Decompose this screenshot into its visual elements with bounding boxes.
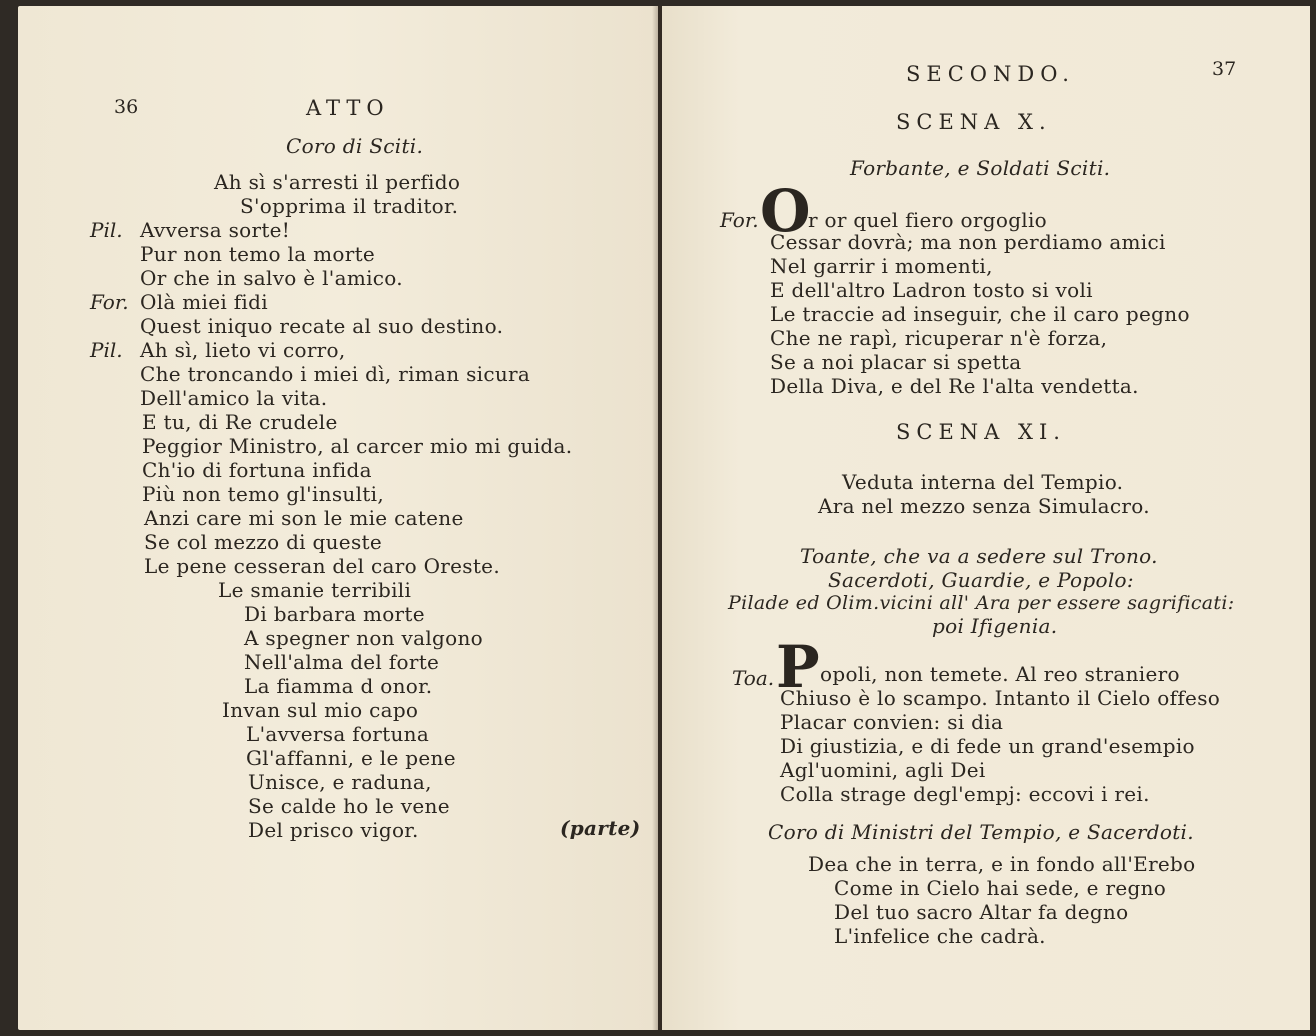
- verse-line: Ah sì s'arresti il perfido: [214, 170, 461, 194]
- scene-cast: Sacerdoti, Guardie, e Popolo:: [828, 568, 1134, 592]
- scene-cast: poi Ifigenia.: [932, 614, 1058, 638]
- right-page: [662, 6, 1310, 1030]
- aria-line: L'avversa fortuna: [246, 722, 430, 746]
- scene-cast: Forbante, e Soldati Sciti.: [850, 156, 1111, 180]
- verse-line: Pur non temo la morte: [140, 242, 376, 266]
- left-page: [18, 6, 658, 1030]
- page-number: 36: [114, 96, 139, 118]
- verse-line: Che troncando i miei dì, riman sicura: [140, 362, 531, 386]
- verse-line: Or che in salvo è l'amico.: [140, 266, 403, 290]
- speaker-label: Pil.: [90, 218, 123, 242]
- verse-line: L'infelice che cadrà.: [834, 924, 1046, 948]
- aria-line: Le smanie terribili: [218, 578, 412, 602]
- exit-note: (parte): [560, 816, 641, 840]
- verse-line: Come in Cielo hai sede, e regno: [834, 876, 1167, 900]
- verse-line: Ah sì, lieto vi corro,: [140, 338, 346, 362]
- scene-cast: Pilade ed Olim.vicini all' Ara per essere sagrificati:: [728, 592, 1235, 614]
- verse-line: Olà miei fidi: [140, 290, 268, 314]
- verse-line: Cessar dovrà; ma non perdiamo amici: [770, 230, 1166, 254]
- aria-line: Di barbara morte: [244, 602, 425, 626]
- drop-cap: O: [760, 177, 811, 245]
- page-header: ATTO: [306, 96, 390, 120]
- verse-line: S'opprima il traditor.: [240, 194, 459, 218]
- aria-line: Se calde ho le vene: [248, 794, 450, 818]
- verse-line: Colla strage degl'empj: eccovi i rei.: [780, 782, 1150, 806]
- verse-line: Dea che in terra, e in fondo all'Erebo: [808, 852, 1196, 876]
- verse-line: E dell'altro Ladron tosto si voli: [770, 278, 1093, 302]
- aria-line: Invan sul mio capo: [222, 698, 419, 722]
- speaker-label: Pil.: [90, 338, 123, 362]
- verse-line: opoli, non temete. Al reo straniero: [820, 662, 1180, 686]
- aria-line: Unisce, e raduna,: [248, 770, 432, 794]
- verse-line: Quest iniquo recate al suo destino.: [140, 314, 504, 338]
- verse-line: Della Diva, e del Re l'alta vendetta.: [770, 374, 1139, 398]
- aria-line: Del prisco vigor.: [248, 818, 419, 842]
- page-header: SECONDO.: [906, 62, 1075, 86]
- verse-line: Placar convien: si dia: [780, 710, 1004, 734]
- verse-line: Chiuso è lo scampo. Intanto il Cielo offeso: [780, 686, 1221, 710]
- verse-line: Agl'uomini, agli Dei: [780, 758, 986, 782]
- verse-line: Dell'amico la vita.: [140, 386, 328, 410]
- verse-line: Se col mezzo di queste: [144, 530, 382, 554]
- verse-line: Le pene cesseran del caro Oreste.: [144, 554, 500, 578]
- scene-cast: Toante, che va a sedere sul Trono.: [800, 544, 1158, 568]
- aria-line: A spegner non valgono: [244, 626, 483, 650]
- verse-line: E tu, di Re crudele: [142, 410, 338, 434]
- aria-line: Gl'affanni, e le pene: [246, 746, 456, 770]
- verse-line: Avversa sorte!: [140, 218, 291, 242]
- scene-setting: Ara nel mezzo senza Simulacro.: [818, 494, 1150, 518]
- verse-line: r or quel fiero orgoglio: [808, 208, 1048, 232]
- verse-line: Anzi care mi son le mie catene: [144, 506, 464, 530]
- page-number: 37: [1212, 58, 1237, 80]
- drop-cap: P: [776, 633, 820, 701]
- verse-line: Di giustizia, e di fede un grand'esempio: [780, 734, 1195, 758]
- scene-setting: Veduta interna del Tempio.: [842, 470, 1124, 494]
- scene-title: SCENA XI.: [896, 420, 1066, 444]
- verse-line: Che ne rapì, ricuperar n'è forza,: [770, 326, 1108, 350]
- speaker-label: For.: [720, 208, 759, 232]
- chorus-heading: Coro di Sciti.: [286, 134, 424, 158]
- verse-line: Le traccie ad inseguir, che il caro pegno: [770, 302, 1190, 326]
- speaker-label: Toa.: [732, 666, 775, 690]
- verse-line: Più non temo gl'insulti,: [142, 482, 384, 506]
- verse-line: Del tuo sacro Altar fa degno: [834, 900, 1129, 924]
- verse-line: Nel garrir i momenti,: [770, 254, 993, 278]
- aria-line: Nell'alma del forte: [244, 650, 440, 674]
- scene-title: SCENA X.: [896, 110, 1052, 134]
- speaker-label: For.: [90, 290, 129, 314]
- verse-line: Se a noi placar si spetta: [770, 350, 1022, 374]
- verse-line: Peggior Ministro, al carcer mio mi guida.: [142, 434, 573, 458]
- chorus-heading: Coro di Ministri del Tempio, e Sacerdoti.: [768, 820, 1194, 844]
- aria-line: La fiamma d onor.: [244, 674, 433, 698]
- verse-line: Ch'io di fortuna infida: [142, 458, 372, 482]
